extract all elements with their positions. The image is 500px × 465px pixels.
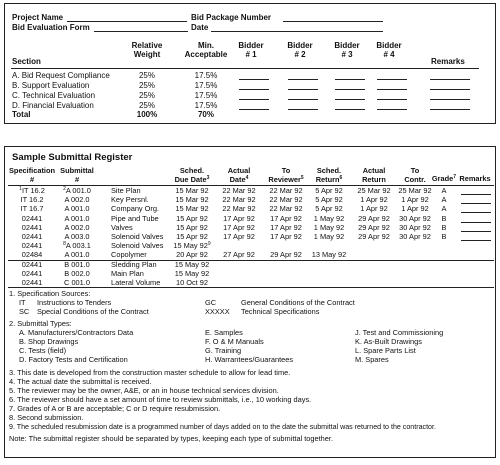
register-submittal-text: A 002.0 bbox=[64, 195, 90, 205]
form-row-min: 17.5% bbox=[194, 81, 218, 90]
register-cell-text: 29 Apr 92 bbox=[358, 213, 390, 223]
register-cell-text: 30 Apr 92 bbox=[399, 213, 431, 223]
register-submittal-sup: 2 bbox=[63, 186, 66, 192]
actual-return-header bbox=[351, 167, 397, 184]
date-label: Date bbox=[191, 23, 209, 32]
register-submittal-text: A 001.0 bbox=[64, 250, 90, 260]
submittal-header bbox=[57, 167, 97, 184]
register-submittal-text: A 003.1 bbox=[65, 241, 91, 251]
sched-return-header bbox=[308, 167, 350, 184]
register-cell-text: 30 Apr 92 bbox=[399, 232, 431, 241]
form-blank-line bbox=[430, 99, 470, 100]
note-1: 1. Specification Sources: bbox=[9, 289, 91, 298]
form-blank-line bbox=[430, 79, 470, 80]
form-blank-line bbox=[335, 109, 365, 110]
register-cell-text: 5 Apr 92 bbox=[315, 204, 343, 214]
register-cell-text: 1 Apr 92 bbox=[360, 204, 388, 214]
date-line bbox=[211, 31, 383, 32]
register-cell-text: 15 Mar 92 bbox=[175, 186, 209, 195]
register-cell-text: 1 May 92 bbox=[313, 222, 345, 232]
bidder4-header bbox=[375, 41, 403, 59]
register-cell-text: 25 Mar 92 bbox=[357, 186, 391, 195]
actual-date-sup: 4 bbox=[245, 174, 249, 181]
register-cell-text: 22 Mar 92 bbox=[269, 195, 303, 205]
register-submittal-text: A 003.0 bbox=[64, 232, 90, 241]
register-cell-text: 15 May 92 bbox=[173, 241, 208, 251]
form-blank-line bbox=[377, 79, 407, 80]
section-header: Section bbox=[12, 57, 41, 66]
register-cell-text: 22 Mar 92 bbox=[269, 204, 303, 214]
bid-evaluation-form-label: Bid Evaluation Form bbox=[12, 23, 90, 32]
register-item: Solenoid Valves bbox=[111, 232, 164, 241]
form-blank-line bbox=[239, 79, 269, 80]
register-submittal-text: A 001.0 bbox=[65, 186, 91, 195]
sched-due-header-text2: Due Date bbox=[174, 174, 207, 184]
form-row-section: C. Technical Evaluation bbox=[12, 91, 96, 100]
register-remarks-line bbox=[461, 194, 491, 195]
bidder3-header bbox=[333, 41, 361, 59]
note-8: 8. Second submission. bbox=[9, 413, 84, 422]
register-item: Company Org. bbox=[111, 204, 160, 214]
actual-date-header-text: Actual bbox=[227, 166, 251, 175]
register-remarks-header-text: Remarks bbox=[459, 174, 491, 183]
form-blank-line bbox=[430, 109, 470, 110]
grade-header-text: Grade bbox=[431, 174, 454, 183]
register-cell-text: 1 May 92 bbox=[313, 232, 345, 241]
bidder1-header bbox=[237, 41, 265, 59]
bid-evaluation-form-line bbox=[94, 31, 188, 32]
register-remarks-line bbox=[461, 231, 491, 232]
bidder1-header-text: Bidder # 1 bbox=[238, 41, 264, 59]
register-item: Pipe and Tube bbox=[111, 213, 159, 223]
form-blank-line bbox=[377, 109, 407, 110]
sched-due-header-text: Sched. bbox=[179, 166, 205, 175]
note-5: 5. The reviewer may be the owner, A&E, or an in house technical services division. bbox=[9, 386, 279, 395]
register-cell-text: B bbox=[441, 222, 447, 232]
register-submittal-text: A 002.0 bbox=[64, 222, 90, 232]
note-1-sc-text: Special Conditions of the Contract bbox=[37, 307, 149, 316]
actual-return-header-text2: Return bbox=[362, 174, 386, 184]
min-acceptable-header-text: Min. Acceptable bbox=[184, 41, 228, 59]
register-cell-text: B bbox=[441, 232, 447, 241]
register-cell-reviewer bbox=[263, 233, 309, 242]
note-1-gc-code: GC bbox=[205, 298, 217, 307]
actual-return-header-text: Actual bbox=[362, 166, 386, 175]
form-blank-line bbox=[335, 99, 365, 100]
register-item: Copolymer bbox=[111, 250, 147, 260]
register-cell-contr bbox=[395, 233, 435, 242]
register-cell-text: A bbox=[441, 204, 447, 214]
form-blank-line bbox=[335, 89, 365, 90]
form-blank-line bbox=[239, 109, 269, 110]
register-cell-text: 22 Mar 92 bbox=[222, 186, 256, 195]
submittal-type: H. Warrantees/Guarantees bbox=[205, 355, 294, 364]
register-item: Key Persnl. bbox=[111, 195, 149, 205]
register-spec-text: IT 16.2 bbox=[20, 195, 44, 205]
note-final: Note: The submittal register should be separated by types, keeping each type of submittal together. bbox=[9, 434, 334, 443]
to-reviewer-header-text: To bbox=[281, 166, 291, 175]
register-remarks-line bbox=[461, 212, 491, 213]
register-spec-text: IT 16.7 bbox=[20, 204, 44, 214]
remarks-header: Remarks bbox=[431, 57, 465, 66]
register-cell-text: 20 Apr 92 bbox=[176, 250, 208, 260]
note-7: 7. Grades of A or B are acceptable; C or D require resubmission. bbox=[9, 404, 221, 413]
register-cell-text: 15 Apr 92 bbox=[176, 213, 208, 223]
register-spec-text: 02441 bbox=[21, 222, 43, 232]
note-1-gc-text: General Conditions of the Contract bbox=[241, 298, 355, 307]
register-cell-text: 1 May 92 bbox=[313, 213, 345, 223]
form-row-weight: 25% bbox=[138, 71, 155, 80]
form-blank-line bbox=[335, 79, 365, 80]
register-item: Solenoid Valves bbox=[111, 241, 164, 251]
register-cell-text: 5 Apr 92 bbox=[315, 195, 343, 205]
bidder3-header-text: Bidder # 3 bbox=[334, 41, 360, 59]
to-contr-header-text2: Contr. bbox=[404, 174, 426, 184]
register-cell-text: 1 Apr 92 bbox=[401, 204, 429, 214]
note-3: 3. This date is developed from the construction master schedule to allow for lead time. bbox=[9, 368, 291, 377]
register-due-sup: 9 bbox=[207, 241, 211, 248]
bidder4-header-text: Bidder # 4 bbox=[376, 41, 402, 59]
sched-due-sup: 3 bbox=[206, 174, 210, 181]
bid-evaluation-form bbox=[4, 3, 496, 124]
submittal-type: C. Tests (field) bbox=[19, 346, 67, 355]
to-reviewer-sup: 5 bbox=[300, 174, 304, 181]
form-row-min: 17.5% bbox=[194, 91, 218, 100]
submittal-type: M. Spares bbox=[355, 355, 389, 364]
sched-return-header-text2: Return bbox=[315, 174, 340, 184]
sched-return-header-text: Sched. bbox=[316, 166, 342, 175]
form-row-min: 17.5% bbox=[194, 101, 218, 110]
min-acceptable-header bbox=[181, 41, 231, 59]
form-row-section: B. Support Evaluation bbox=[12, 81, 90, 90]
actual-date-header-text2: Date bbox=[229, 174, 246, 184]
register-item: Main Plan bbox=[111, 268, 144, 278]
submittal-type: K. As-Built Drawings bbox=[355, 337, 422, 346]
register-cell-text: 17 Apr 92 bbox=[270, 213, 302, 223]
note-1-it-code: IT bbox=[19, 298, 26, 307]
register-item: Valves bbox=[111, 222, 133, 232]
register-submittal-text: B 001.0 bbox=[64, 259, 90, 269]
note-1-x-text: Technical Specifications bbox=[241, 307, 320, 316]
form-blank-line bbox=[288, 99, 318, 100]
register-item: Sledding Plan bbox=[111, 259, 157, 269]
register-spec-sup: 1 bbox=[19, 186, 22, 192]
register-item: Lateral Volume bbox=[111, 278, 161, 287]
register-spec-text: 02441 bbox=[21, 278, 43, 287]
register-spec-text: 02441 bbox=[21, 213, 43, 223]
form-row-section: A. Bid Request Compliance bbox=[12, 71, 110, 80]
register-spec-text: 02484 bbox=[21, 250, 43, 260]
register-cell-aret bbox=[351, 233, 397, 242]
sched-return-sup: 6 bbox=[339, 174, 343, 181]
register-cell-text: 22 Mar 92 bbox=[269, 186, 303, 195]
register-cell-text: 1 Apr 92 bbox=[360, 195, 388, 205]
note-1-it-text: Instructions to Tenders bbox=[37, 298, 112, 307]
spec-header-text: Specification bbox=[9, 166, 55, 175]
note-2: 2. Submittal Types: bbox=[9, 319, 72, 328]
form-blank-line bbox=[239, 99, 269, 100]
register-cell-text: 17 Apr 92 bbox=[270, 232, 302, 241]
header-divider bbox=[11, 68, 479, 69]
submittal-register bbox=[4, 146, 496, 458]
register-submittal-text: B 002.0 bbox=[64, 268, 90, 278]
form-blank-line bbox=[430, 89, 470, 90]
to-reviewer-header-text2: Reviewer bbox=[268, 174, 301, 184]
submittal-type: J. Test and Commissioning bbox=[355, 328, 444, 337]
submittal-header-text: Submittal bbox=[60, 166, 94, 175]
relative-weight-header bbox=[127, 41, 167, 59]
register-cell-text: B bbox=[441, 213, 447, 223]
bidder2-header-text: Bidder # 2 bbox=[287, 41, 313, 59]
register-cell-actual bbox=[219, 233, 259, 242]
register-submittal-sup: 8 bbox=[63, 241, 66, 248]
submittal-type: D. Factory Tests and Certification bbox=[19, 355, 128, 364]
submittal-header-num: # bbox=[74, 174, 80, 184]
note-1-x-code: XXXXX bbox=[205, 307, 230, 316]
submittal-type: L. Spare Parts List bbox=[355, 346, 416, 355]
to-contr-header-text: To bbox=[410, 166, 420, 175]
register-remarks-header bbox=[457, 175, 493, 184]
total-weight: 100% bbox=[136, 110, 158, 119]
form-blank-line bbox=[377, 99, 407, 100]
register-cell-text: 15 Mar 92 bbox=[175, 195, 209, 205]
register-cell-text: 22 Mar 92 bbox=[222, 204, 256, 214]
total-min: 70% bbox=[197, 110, 214, 119]
register-cell-text: 30 Apr 92 bbox=[399, 222, 431, 232]
to-reviewer-header bbox=[263, 167, 309, 184]
register-remarks-line bbox=[461, 240, 491, 241]
register-spec-text: 02441 bbox=[21, 232, 43, 241]
register-cell-text: 29 Apr 92 bbox=[270, 250, 302, 260]
form-row-section: D. Financial Evaluation bbox=[12, 101, 94, 110]
grade-header bbox=[430, 175, 458, 184]
register-cell-text: 29 Apr 92 bbox=[358, 222, 390, 232]
register-cell-text: 17 Apr 92 bbox=[223, 213, 255, 223]
to-contr-header bbox=[395, 167, 435, 184]
form-blank-line bbox=[288, 109, 318, 110]
total-label: Total bbox=[12, 110, 31, 119]
register-remarks-line bbox=[461, 222, 491, 223]
spec-header-num: # bbox=[29, 174, 35, 184]
register-cell-text: 5 Apr 92 bbox=[315, 186, 343, 195]
register-cell-text: A bbox=[441, 195, 447, 205]
register-submittal-text: A 001.0 bbox=[64, 204, 90, 214]
register-cell-text: 25 Mar 92 bbox=[398, 186, 432, 195]
register-cell-text: 15 Apr 92 bbox=[176, 232, 208, 241]
register-cell-text: 15 Apr 92 bbox=[176, 222, 208, 232]
register-spec-text: IT 16.2 bbox=[21, 186, 45, 195]
register-cell-text: 1 Apr 92 bbox=[401, 195, 429, 205]
form-blank-line bbox=[288, 79, 318, 80]
project-name-label: Project Name bbox=[12, 13, 64, 22]
bid-package-number-line bbox=[283, 21, 383, 22]
register-submittal-text: C 001.0 bbox=[64, 278, 90, 287]
register-cell-text: A bbox=[441, 186, 447, 195]
submittal-type: A. Manufacturers/Contractors Data bbox=[19, 328, 134, 337]
submittal-type: B. Shop Drawings bbox=[19, 337, 79, 346]
register-cell-text: 15 Mar 92 bbox=[175, 204, 209, 214]
spec-header bbox=[9, 167, 55, 184]
grade-sup: 7 bbox=[453, 174, 457, 180]
register-cell-text: 15 May 92 bbox=[174, 259, 210, 269]
actual-date-header bbox=[219, 167, 259, 184]
register-submittal-text: A 001.0 bbox=[64, 213, 90, 223]
register-spec-text: 02441 bbox=[21, 259, 43, 269]
form-row-weight: 25% bbox=[138, 81, 155, 90]
bid-package-number-label: Bid Package Number bbox=[191, 13, 272, 22]
register-spec-text: 02441 bbox=[21, 268, 43, 278]
register-item: Site Plan bbox=[111, 186, 141, 195]
bidder2-header bbox=[286, 41, 314, 59]
register-cell-text: 22 Mar 92 bbox=[222, 195, 256, 205]
register-remarks-line bbox=[461, 203, 491, 204]
register-title: Sample Submittal Register bbox=[12, 152, 133, 163]
register-cell-text: 17 Apr 92 bbox=[223, 232, 255, 241]
register-cell-text: 29 Apr 92 bbox=[358, 232, 390, 241]
register-cell-sret bbox=[308, 233, 350, 242]
register-cell-text: 15 May 92 bbox=[174, 268, 210, 278]
submittal-type: F. O & M Manuals bbox=[205, 337, 264, 346]
register-spec-text: 02441 bbox=[21, 241, 43, 251]
form-blank-line bbox=[239, 89, 269, 90]
register-cell-grade bbox=[430, 233, 458, 242]
note-9: 9. The scheduled resubmission date is a programmed number of days added on to the date the submittal was returned to the contractor. bbox=[9, 423, 436, 431]
form-blank-line bbox=[377, 89, 407, 90]
register-cell-text: 27 Apr 92 bbox=[223, 250, 255, 260]
register-cell-text: 10 Oct 92 bbox=[175, 278, 209, 287]
form-row-weight: 25% bbox=[138, 101, 155, 110]
register-cell-text: 13 May 92 bbox=[311, 250, 347, 260]
note-1-sc-code: SC bbox=[19, 307, 30, 316]
submittal-type: E. Samples bbox=[205, 328, 243, 337]
register-cell-text: 17 Apr 92 bbox=[223, 222, 255, 232]
form-row-min: 17.5% bbox=[194, 71, 218, 80]
register-bottom-divider bbox=[8, 287, 494, 288]
note-6: 6. The reviewer should have a set amount of time to review submittals, i.e., 10 working days. bbox=[9, 395, 312, 404]
relative-weight-header-text: Relative Weight bbox=[131, 41, 163, 59]
note-4: 4. The actual date the submittal is received. bbox=[9, 377, 152, 386]
project-name-line bbox=[67, 21, 187, 22]
form-row-weight: 25% bbox=[138, 91, 155, 100]
sched-due-header bbox=[171, 167, 213, 184]
form-blank-line bbox=[288, 89, 318, 90]
register-cell-text: 17 Apr 92 bbox=[270, 222, 302, 232]
submittal-type: G. Training bbox=[205, 346, 242, 355]
